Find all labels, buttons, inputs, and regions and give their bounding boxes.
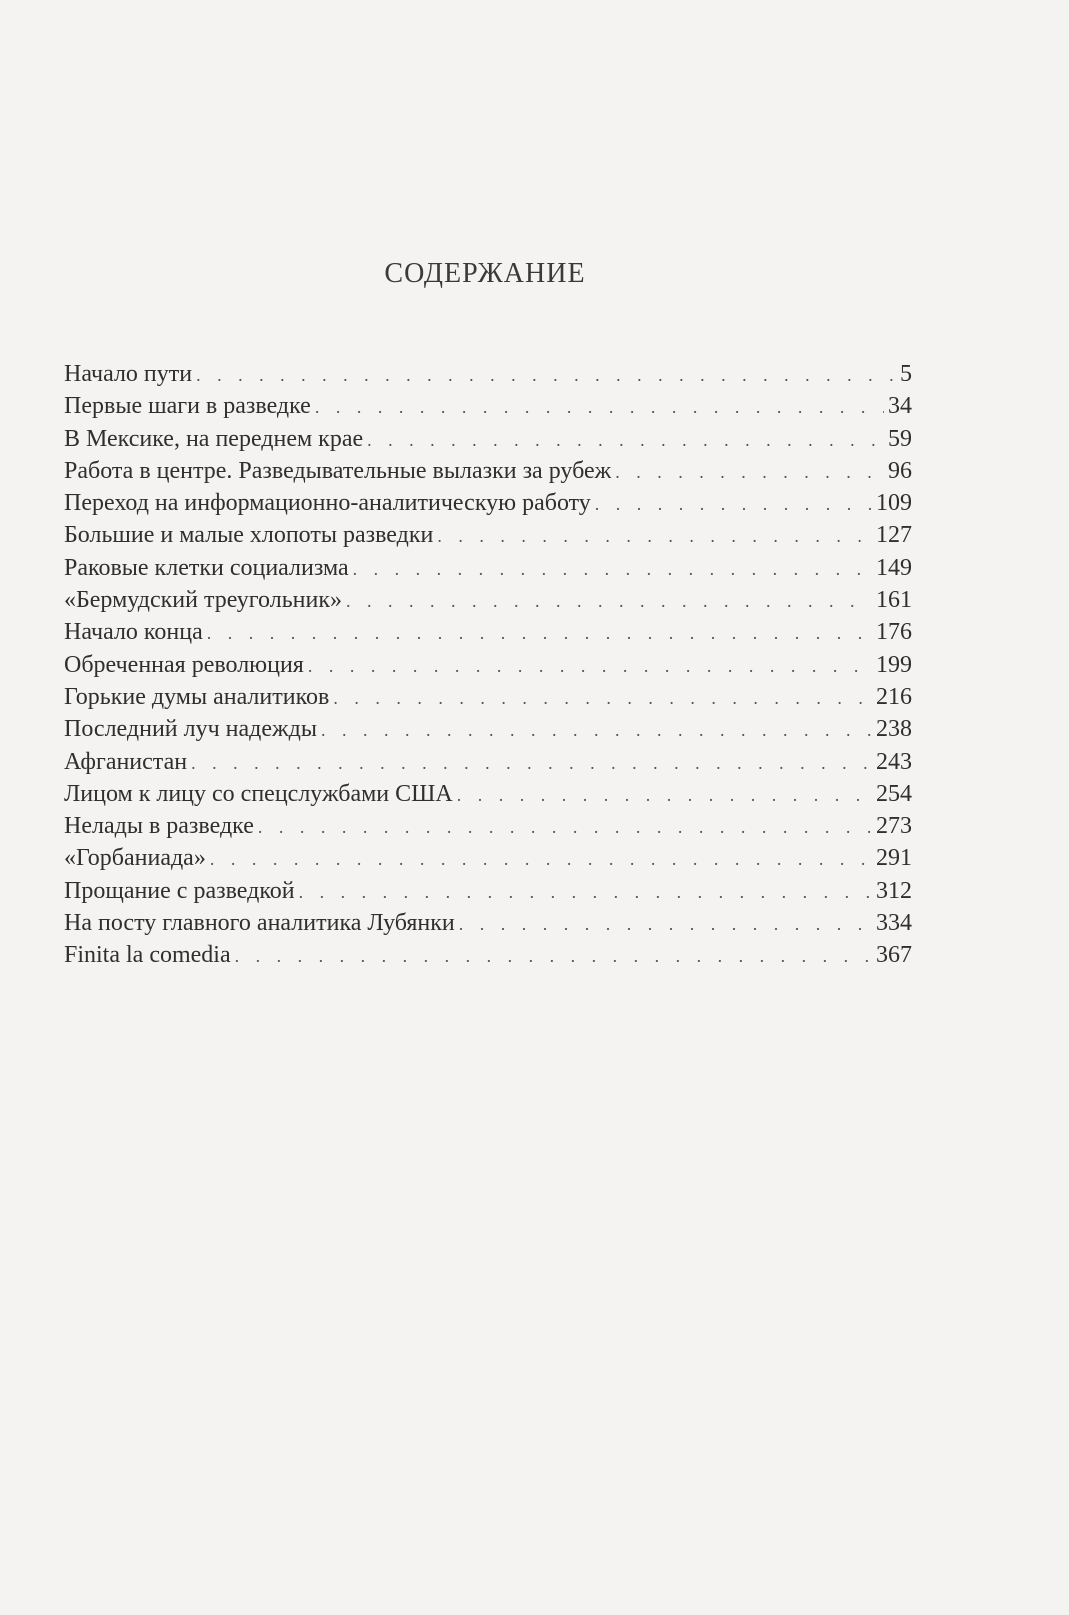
dot-leader [367,424,884,456]
toc-entry [64,519,912,551]
toc-entry-label: Начало конца [64,619,203,646]
toc-entry-page: 216 [876,683,912,710]
toc-entry [64,584,912,616]
toc-entry-label: Начало пути [64,361,193,387]
toc-entry-label: В Мексике, на переднем крае [64,425,364,452]
toc-entry-label: Лицом к лицу со спецслужбами США [64,780,453,807]
toc-entry [64,390,912,422]
toc-entry-label: Первые шаги в разведке [64,393,311,420]
dot-leader [299,876,872,908]
toc-entry [64,649,912,681]
dot-leader [191,747,872,779]
toc-entry-label: Прощание с разведкой [64,877,295,904]
toc-entry-page: 273 [876,813,912,840]
toc-entry [64,552,912,584]
toc-entry [64,616,912,648]
dot-leader [196,359,896,391]
toc-entry [64,907,912,939]
toc-entry [64,358,912,390]
toc-entry-page: 367 [876,942,912,969]
toc-entry-label: Афганистан [64,748,188,775]
toc-entry-page: 291 [876,845,912,872]
toc-entry-page: 334 [876,910,912,937]
toc-entry-label: Горькие думы аналитиков [64,683,330,710]
toc-entry-page: 96 [888,457,912,484]
toc-entry-label: На посту главного аналитика Лубянки [64,910,455,937]
toc-title: СОДЕРЖАНИЕ [384,258,586,289]
dot-leader [459,908,872,940]
dot-leader [308,650,872,682]
toc-entry [64,778,912,810]
toc-entry-label: Finita la comedia [64,942,231,969]
toc-entry-page: 176 [876,619,912,646]
dot-leader [615,456,884,488]
dot-leader [353,553,872,585]
toc-entry [64,681,912,713]
dot-leader [235,940,872,972]
toc-entry [64,487,912,519]
toc-entry-page: 312 [876,877,912,904]
toc-entry [64,423,912,455]
toc-entry-label: «Горбаниада» [64,845,206,872]
toc-entry-page: 199 [876,651,912,678]
toc-entry-page: 254 [876,780,912,807]
toc-entry [64,810,912,842]
toc-list [64,358,912,972]
toc-entry [64,455,912,487]
dot-leader [258,811,872,843]
toc-entry-page: 34 [888,393,912,420]
toc-entry-label: Большие и малые хлопоты разведки [64,522,434,549]
toc-entry-label: Раковые клетки социализма [64,554,349,581]
toc-entry [64,875,912,907]
toc-entry-page: 127 [876,522,912,549]
toc-entry-page: 5 [900,361,912,387]
dot-leader [207,617,872,649]
dot-leader [321,714,872,746]
dot-leader [437,520,872,552]
dot-leader [210,843,872,875]
toc-entry [64,746,912,778]
toc-entry-page: 109 [876,490,912,517]
toc-entry [64,939,912,971]
toc-entry-page: 59 [888,425,912,452]
dot-leader [333,682,872,714]
toc-entry-page: 238 [876,716,912,743]
toc-entry-label: Обреченная революция [64,651,304,678]
dot-leader [315,391,884,423]
dot-leader [595,488,872,520]
toc-entry-page: 243 [876,748,912,775]
toc-entry [64,842,912,874]
dot-leader [346,585,872,617]
toc-entry-page: 149 [876,554,912,581]
toc-entry-label: «Бермудский треугольник» [64,587,342,614]
toc-entry-label: Переход на информационно-аналитическую работу [64,490,591,517]
dot-leader [457,779,872,811]
toc-entry [64,713,912,745]
toc-entry-page: 161 [876,587,912,614]
toc-entry-label: Нелады в разведке [64,813,254,840]
toc-entry-label: Последний луч надежды [64,716,317,743]
toc-entry-label: Работа в центре. Разведывательные вылазки за рубеж [64,457,612,484]
